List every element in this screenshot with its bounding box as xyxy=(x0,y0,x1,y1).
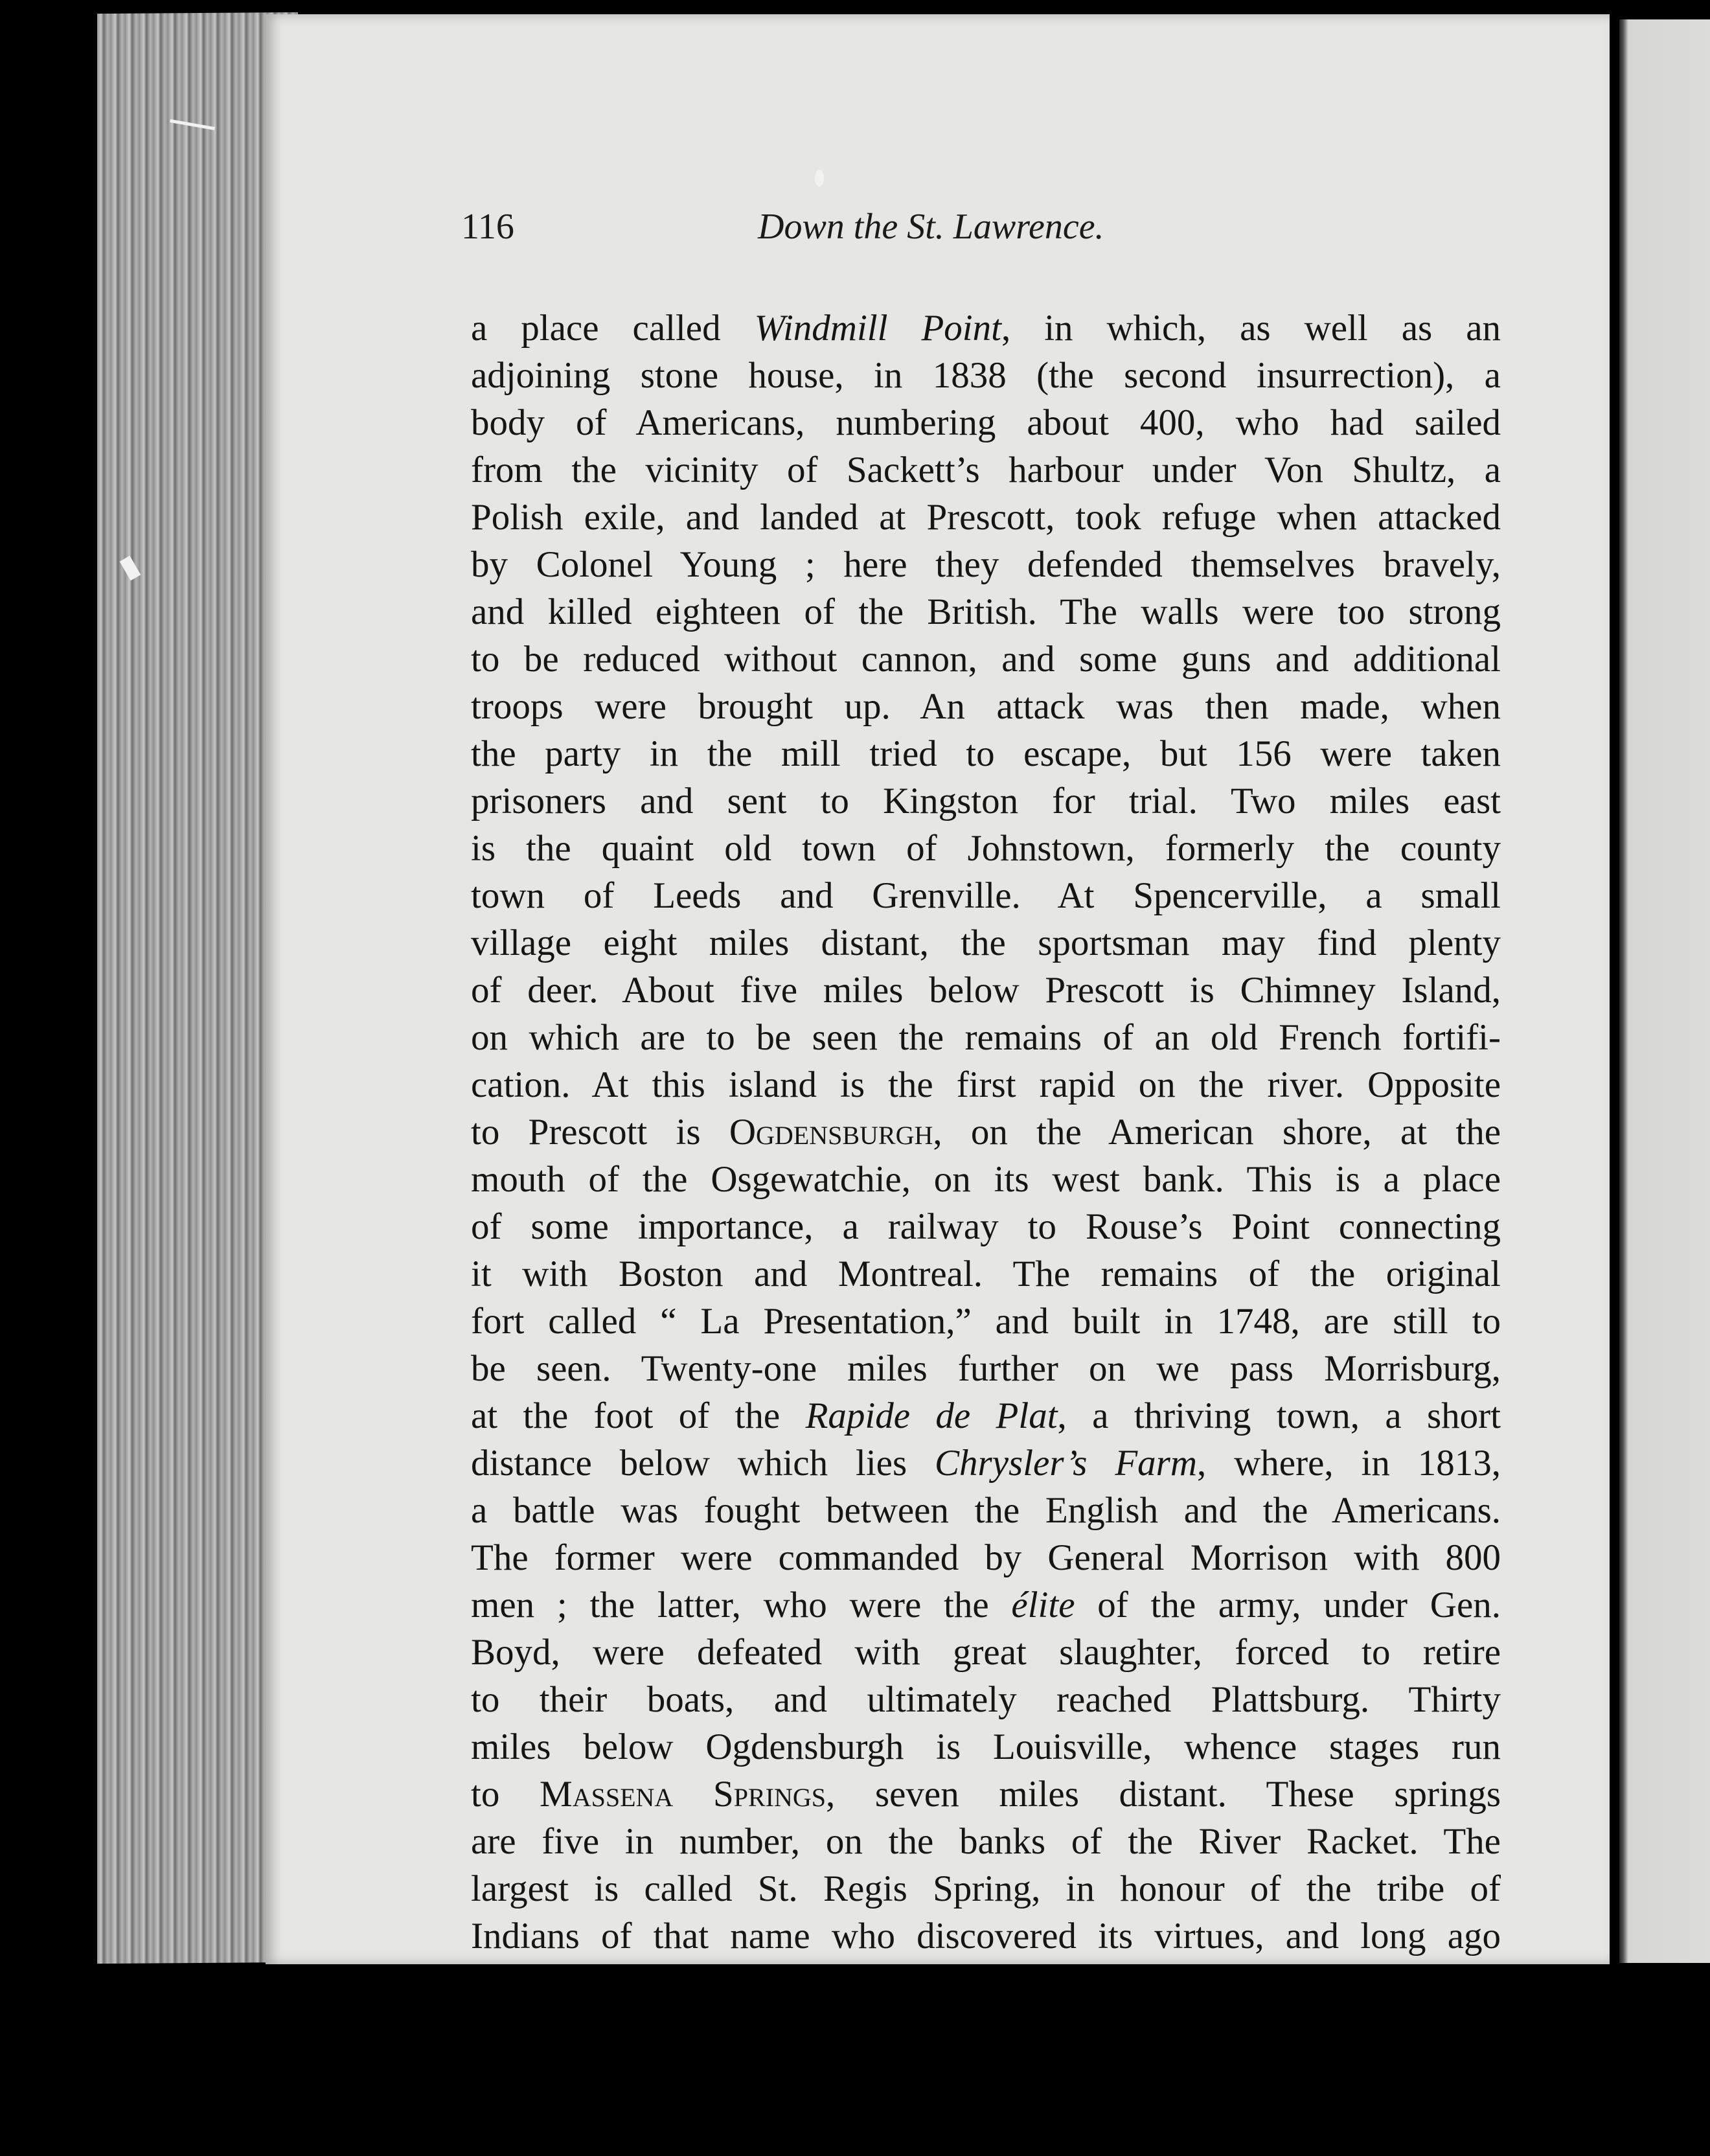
small-caps-text: Massena Springs xyxy=(540,1774,826,1815)
text-line xyxy=(471,1912,1501,1960)
text-line xyxy=(471,1818,1501,1865)
text-segment: prisoners and sent to Kingston for trial. Two miles east xyxy=(471,781,1501,821)
text-line xyxy=(471,1108,1501,1156)
body-text xyxy=(471,304,1501,1960)
text-segment: distance below which lies xyxy=(471,1443,935,1484)
text-line xyxy=(471,1298,1501,1345)
speck xyxy=(815,170,824,187)
text-line xyxy=(471,1629,1501,1676)
text-segment: it with Boston and Montreal. The remains of the original xyxy=(471,1254,1501,1294)
text-line xyxy=(471,399,1501,446)
text-segment: and killed eighteen of the British. The walls were too strong xyxy=(471,591,1501,632)
text-segment: town of Leeds and Grenville. At Spencerville, a small xyxy=(471,875,1501,916)
text-line xyxy=(471,1156,1501,1203)
text-segment: to xyxy=(471,1774,540,1815)
text-line xyxy=(471,588,1501,636)
text-segment: mouth of the Osgewatchie, on its west bank. This is a place xyxy=(471,1159,1501,1200)
text-line xyxy=(471,446,1501,494)
italic-text: Rapide de Plat xyxy=(805,1395,1058,1436)
text-line xyxy=(471,1061,1501,1108)
text-segment: of the army, under Gen. xyxy=(1075,1585,1501,1625)
text-line xyxy=(471,352,1501,399)
text-segment: to their boats, and ultimately reached Plattsburg. Thirty xyxy=(471,1679,1501,1720)
text-segment: adjoining stone house, in 1838 (the second insurrection), a xyxy=(471,355,1501,396)
text-segment: Polish exile, and landed at Prescott, took refuge when attacked xyxy=(471,497,1501,538)
text-line xyxy=(471,1439,1501,1487)
text-line xyxy=(471,1534,1501,1581)
page-number: 116 xyxy=(461,207,514,247)
text-segment: Boyd, were defeated with great slaughter, forced to retire xyxy=(471,1632,1501,1673)
text-segment: is the quaint old town of Johnstown, formerly the county xyxy=(471,828,1501,869)
text-segment: The former were commanded by General Morrison with 800 xyxy=(471,1537,1501,1578)
text-segment: of some importance, a railway to Rouse’s Point connecting xyxy=(471,1206,1501,1247)
text-line xyxy=(471,1581,1501,1629)
text-line xyxy=(471,1203,1501,1250)
text-line xyxy=(471,1676,1501,1723)
text-line xyxy=(471,1345,1501,1392)
text-segment: the party in the mill tried to escape, but 156 were taken xyxy=(471,733,1501,774)
text-line xyxy=(471,1771,1501,1818)
text-line xyxy=(471,1250,1501,1298)
text-line xyxy=(471,636,1501,683)
text-line xyxy=(471,1014,1501,1061)
text-segment: of deer. About five miles below Prescott is Chimney Island, xyxy=(471,970,1501,1011)
text-segment: Indians of that name who discovered its virtues, and long ago xyxy=(471,1916,1501,1956)
text-line xyxy=(471,825,1501,872)
text-segment: by Colonel Young ; here they defended themselves bravely, xyxy=(471,544,1501,585)
text-segment: , seven miles distant. These springs xyxy=(825,1774,1501,1815)
facing-page-edge xyxy=(1619,19,1710,1963)
italic-text: élite xyxy=(1011,1585,1075,1625)
text-segment: fort called “ La Presentation,” and built in 1748, are still to xyxy=(471,1301,1501,1342)
text-line xyxy=(471,1865,1501,1912)
text-line xyxy=(471,730,1501,777)
italic-text: Windmill Point xyxy=(754,308,1001,349)
running-head xyxy=(461,206,1226,258)
text-line xyxy=(471,304,1501,352)
text-segment: body of Americans, numbering about 400, who had sailed xyxy=(471,402,1501,443)
text-segment: troops were brought up. An attack was then made, when xyxy=(471,686,1501,727)
text-line xyxy=(471,1392,1501,1439)
text-segment: , where, in 1813, xyxy=(1197,1443,1501,1484)
text-segment: from the vicinity of Sackett’s harbour under Von Shultz, a xyxy=(471,450,1501,490)
text-segment: a place called xyxy=(471,308,755,349)
text-segment: , in which, as well as an xyxy=(1001,308,1501,349)
text-line xyxy=(471,1723,1501,1771)
text-segment: be seen. Twenty-one miles further on we pass Morrisburg, xyxy=(471,1348,1501,1389)
text-line xyxy=(471,683,1501,730)
text-segment: a battle was fought between the English and the Americans. xyxy=(471,1490,1501,1531)
small-caps-text: Ogdensburgh xyxy=(729,1112,933,1153)
text-segment: village eight miles distant, the sportsman may find plenty xyxy=(471,923,1501,963)
text-segment: to Prescott is xyxy=(471,1112,729,1153)
text-segment: at the foot of the xyxy=(471,1395,806,1436)
text-line xyxy=(471,872,1501,919)
running-title: Down the St. Lawrence. xyxy=(758,207,1104,247)
text-line xyxy=(471,494,1501,541)
text-segment: to be reduced without cannon, and some guns and additional xyxy=(471,639,1501,680)
text-segment: are five in number, on the banks of the River Racket. The xyxy=(471,1821,1501,1862)
text-line xyxy=(471,919,1501,967)
text-segment: on which are to be seen the remains of an old French fortifi- xyxy=(471,1017,1501,1058)
text-line xyxy=(471,541,1501,588)
text-segment: largest is called St. Regis Spring, in honour of the tribe of xyxy=(471,1868,1501,1909)
text-line xyxy=(471,1487,1501,1534)
text-segment: , a thriving town, a short xyxy=(1057,1395,1501,1436)
text-segment: men ; the latter, who were the xyxy=(471,1585,1012,1625)
italic-text: Chrysler’s Farm xyxy=(935,1443,1198,1484)
text-segment: cation. At this island is the first rapid on the river. Opposite xyxy=(471,1064,1501,1105)
text-line xyxy=(471,777,1501,825)
text-segment: , on the American shore, at the xyxy=(933,1112,1501,1153)
text-line xyxy=(471,967,1501,1014)
text-segment: miles below Ogdensburgh is Louisville, whence stages run xyxy=(471,1726,1501,1767)
